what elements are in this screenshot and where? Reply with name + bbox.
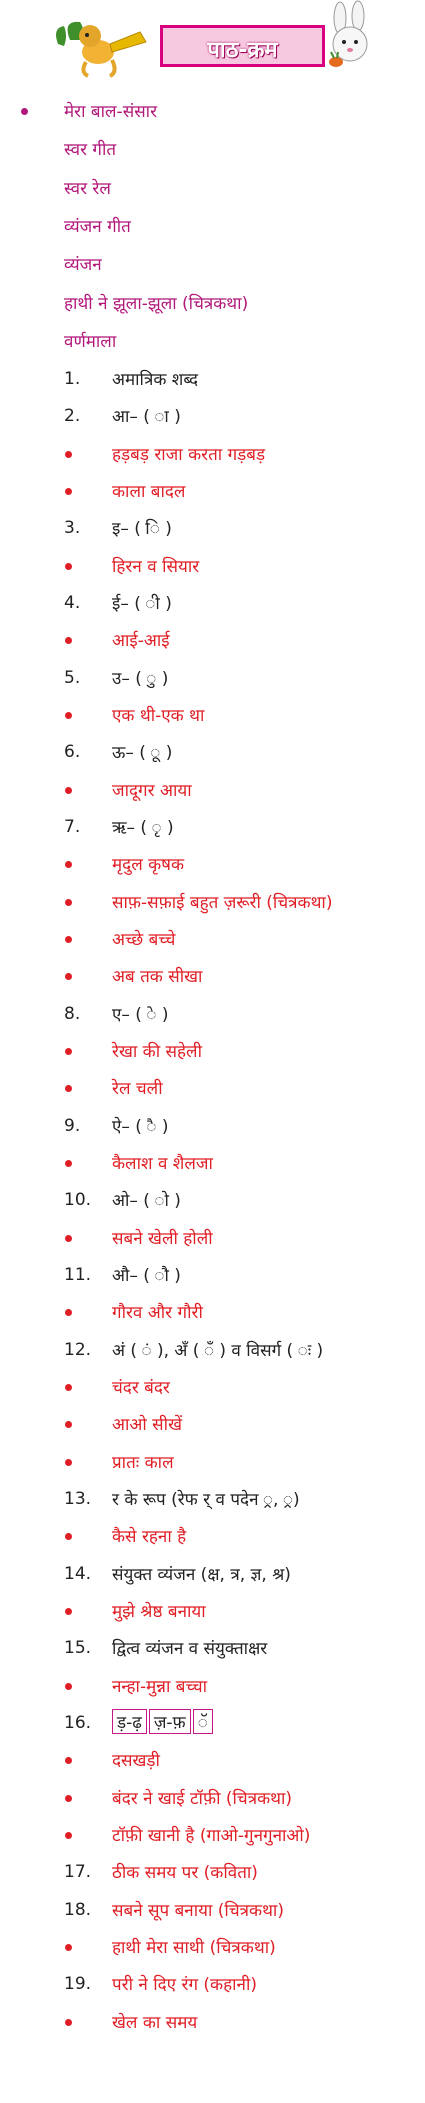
toc-label: रेल चली	[112, 1079, 163, 1099]
chapter-number: 12.	[64, 1340, 92, 1360]
toc-intro-item[interactable]	[0, 327, 425, 357]
bullet-icon	[65, 1608, 72, 1615]
bullet-icon	[65, 936, 72, 943]
chapter-number: 14.	[64, 1564, 92, 1584]
toc-label: संयुक्त व्यंजन (क्ष, त्र, ज्ञ, श्र)	[112, 1565, 291, 1585]
toc-label: अच्छे बच्चे	[112, 930, 176, 950]
toc-intro-item[interactable]	[0, 174, 425, 204]
monkey-with-horn-icon	[0, 0, 160, 80]
toc-label: ऊ– ( ू )	[112, 743, 173, 763]
toc-label: एक थी-एक था	[112, 706, 205, 726]
toc-lesson[interactable]	[0, 626, 425, 656]
toc-chapter[interactable]	[0, 402, 425, 432]
toc-intro-label: स्वर गीत	[64, 140, 117, 161]
toc-chapter[interactable]	[0, 1858, 425, 1888]
chapter-number: 11.	[64, 1265, 92, 1285]
toc-label: कैलाश व शैलजा	[112, 1154, 213, 1174]
toc-chapter[interactable]	[0, 1634, 425, 1664]
chapter-number: 13.	[64, 1489, 92, 1509]
toc-label: सबने सूप बनाया (चित्रकथा)	[112, 1901, 284, 1921]
toc-lesson[interactable]	[0, 1074, 425, 1104]
bullet-icon	[65, 1832, 72, 1839]
toc-label: द्वित्व व्यंजन व संयुक्ताक्षर	[112, 1639, 268, 1659]
bullet-icon	[65, 1757, 72, 1764]
letter-box: ज़-फ़	[149, 1709, 191, 1734]
bullet-icon	[65, 787, 72, 794]
page-title: पाठ-क्रम	[207, 38, 278, 63]
toc-lesson[interactable]	[0, 1784, 425, 1814]
toc-label: सबने खेली होली	[112, 1229, 213, 1249]
title-box	[160, 25, 325, 67]
bullet-icon	[65, 1048, 72, 1055]
toc-label: आ– ( ा )	[112, 407, 181, 427]
toc-chapter[interactable]	[0, 1186, 425, 1216]
toc-intro-item[interactable]	[0, 289, 425, 319]
toc-label: ए– ( े )	[112, 1005, 169, 1025]
toc-chapter[interactable]	[0, 1112, 425, 1142]
chapter-number: 17.	[64, 1862, 92, 1882]
toc-lesson[interactable]	[0, 477, 425, 507]
letter-box: ड़-ढ़	[112, 1709, 147, 1734]
toc-lesson[interactable]	[0, 1746, 425, 1776]
toc-label: गौरव और गौरी	[112, 1303, 203, 1323]
bullet-icon	[65, 1309, 72, 1316]
toc-lesson[interactable]	[0, 776, 425, 806]
toc-lesson[interactable]	[0, 1037, 425, 1067]
toc-label: खेल का समय	[112, 2013, 198, 2033]
chapter-number: 10.	[64, 1190, 92, 1210]
letter-box: ॅ	[193, 1709, 213, 1734]
toc-chapter[interactable]	[0, 664, 425, 694]
toc-intro-label: हाथी ने झूला-झूला (चित्रकथा)	[64, 293, 249, 314]
toc-label: कैसे रहना है	[112, 1527, 187, 1547]
toc-lesson[interactable]	[0, 1933, 425, 1963]
toc-lesson[interactable]	[0, 1298, 425, 1328]
toc-label: बंदर ने खाई टॉफ़ी (चित्रकथा)	[112, 1789, 293, 1809]
bullet-icon	[65, 1085, 72, 1092]
toc-intro-label: मेरा बाल-संसार	[64, 102, 158, 122]
toc-lesson[interactable]	[0, 552, 425, 582]
toc-intro-label: व्यंजन	[64, 255, 102, 276]
toc-label: अमात्रिक शब्द	[112, 370, 199, 390]
chapter-number: 9.	[64, 1116, 81, 1136]
toc-label: हिरन व सियार	[112, 557, 200, 577]
toc-intro-label: व्यंजन गीत	[64, 216, 131, 237]
chapter-number: 3.	[64, 518, 81, 538]
chapter-number: 4.	[64, 593, 81, 613]
toc-label: इ– ( ि )	[112, 519, 172, 539]
toc-label: हड़बड़ राजा करता गड़बड़	[112, 445, 266, 465]
chapter-number: 1.	[64, 369, 81, 389]
toc-intro-item[interactable]	[0, 135, 425, 165]
toc-lesson[interactable]	[0, 1821, 425, 1851]
toc-chapter[interactable]	[0, 738, 425, 768]
toc-label: साफ़-सफ़ाई बहुत ज़रूरी (चित्रकथा)	[112, 893, 333, 913]
rabbit-icon	[318, 0, 398, 80]
bullet-icon	[65, 899, 72, 906]
chapter-number: 19.	[64, 1974, 92, 1994]
toc-intro-label: वर्णमाला	[64, 331, 117, 352]
toc-intro-item[interactable]	[0, 97, 425, 127]
toc-lesson[interactable]	[0, 1448, 425, 1478]
toc-lesson[interactable]	[0, 962, 425, 992]
toc-label: अं ( ं ), अँ ( ँ ) व विसर्ग ( ः )	[112, 1341, 324, 1361]
bullet-icon	[65, 563, 72, 570]
toc-label: प्रातः काल	[112, 1453, 174, 1473]
toc-lesson[interactable]	[0, 1373, 425, 1403]
toc-lesson[interactable]	[0, 850, 425, 880]
toc-label: मुझे श्रेष्ठ बनाया	[112, 1602, 206, 1622]
toc-lesson[interactable]	[0, 925, 425, 955]
chapter-number: 5.	[64, 668, 81, 688]
toc-lesson[interactable]	[0, 440, 425, 470]
toc-chapter[interactable]	[0, 1709, 425, 1739]
bullet-icon	[65, 1459, 72, 1466]
toc-lesson[interactable]	[0, 2008, 425, 2038]
toc-chapter[interactable]	[0, 1970, 425, 2000]
toc-chapter[interactable]	[0, 514, 425, 544]
toc-label: उ– ( ु )	[112, 669, 169, 689]
toc-label: र के रूप (रेफ र् व पदेन ्र, ्र)	[112, 1490, 300, 1510]
toc-lesson[interactable]	[0, 1597, 425, 1627]
toc-label: ओ– ( ो )	[112, 1191, 181, 1211]
toc-label: जादूगर आया	[112, 781, 192, 801]
toc-intro-item[interactable]	[0, 250, 425, 280]
toc-label: दसखड़ी	[112, 1751, 160, 1771]
bullet-icon	[65, 1421, 72, 1428]
bullet-icon	[65, 973, 72, 980]
toc-chapter[interactable]	[0, 813, 425, 843]
bullet-icon	[65, 2019, 72, 2026]
toc-label: ऋ– ( ृ )	[112, 818, 174, 838]
bullet-icon	[65, 637, 72, 644]
toc-label: चंदर बंदर	[112, 1378, 170, 1398]
toc-label: नन्हा-मुन्ना बच्चा	[112, 1677, 208, 1697]
toc-chapter[interactable]	[0, 1485, 425, 1515]
bullet-icon	[65, 1683, 72, 1690]
bullet-icon	[65, 1533, 72, 1540]
toc-label: ऐ– ( ै )	[112, 1117, 169, 1137]
bullet-icon	[65, 712, 72, 719]
chapter-number: 18.	[64, 1900, 92, 1920]
toc-label: आओ सीखें	[112, 1415, 182, 1435]
toc-chapter[interactable]	[0, 1896, 425, 1926]
bullet-icon	[65, 1795, 72, 1802]
toc-chapter[interactable]	[0, 1560, 425, 1590]
chapter-number: 2.	[64, 406, 81, 426]
toc-intro-label: स्वर रेल	[64, 178, 111, 199]
toc-chapter[interactable]	[0, 365, 425, 395]
bullet-icon	[21, 108, 28, 115]
toc-intro-item[interactable]	[0, 212, 425, 242]
toc-label: आई-आई	[112, 631, 170, 651]
bullet-icon	[65, 451, 72, 458]
toc-label: रेखा की सहेली	[112, 1042, 202, 1062]
toc-label: टॉफ़ी खानी है (गाओ-गुनगुनाओ)	[112, 1826, 311, 1846]
toc-label: औ– ( ौ )	[112, 1266, 181, 1286]
toc-label: अब तक सीखा	[112, 967, 203, 987]
toc-label: मृदुल कृषक	[112, 855, 185, 875]
toc-lesson[interactable]	[0, 888, 425, 918]
bullet-icon	[65, 1944, 72, 1951]
letter-boxes	[112, 1709, 215, 1734]
chapter-number: 15.	[64, 1638, 92, 1658]
toc-label: काला बादल	[112, 482, 186, 502]
toc-lesson[interactable]	[0, 1410, 425, 1440]
toc-lesson[interactable]	[0, 701, 425, 731]
chapter-number: 16.	[64, 1713, 92, 1733]
bullet-icon	[65, 861, 72, 868]
toc-label: हाथी मेरा साथी (चित्रकथा)	[112, 1938, 276, 1958]
toc-lesson[interactable]	[0, 1224, 425, 1254]
bullet-icon	[65, 1235, 72, 1242]
toc-chapter[interactable]	[0, 1336, 425, 1366]
bullet-icon	[65, 1160, 72, 1167]
toc-lesson[interactable]	[0, 1149, 425, 1179]
toc-chapter[interactable]	[0, 1261, 425, 1291]
toc-label: ठीक समय पर (कविता)	[112, 1863, 258, 1883]
toc-chapter[interactable]	[0, 1000, 425, 1030]
chapter-number: 7.	[64, 817, 81, 837]
chapter-number: 8.	[64, 1004, 81, 1024]
bullet-icon	[65, 488, 72, 495]
toc-lesson[interactable]	[0, 1672, 425, 1702]
toc-label: परी ने दिए रंग (कहानी)	[112, 1975, 258, 1995]
toc-lesson[interactable]	[0, 1522, 425, 1552]
bullet-icon	[65, 1384, 72, 1391]
toc-chapter[interactable]	[0, 589, 425, 619]
chapter-number: 6.	[64, 742, 81, 762]
toc-label: ई– ( ी )	[112, 594, 172, 614]
header	[0, 0, 425, 80]
